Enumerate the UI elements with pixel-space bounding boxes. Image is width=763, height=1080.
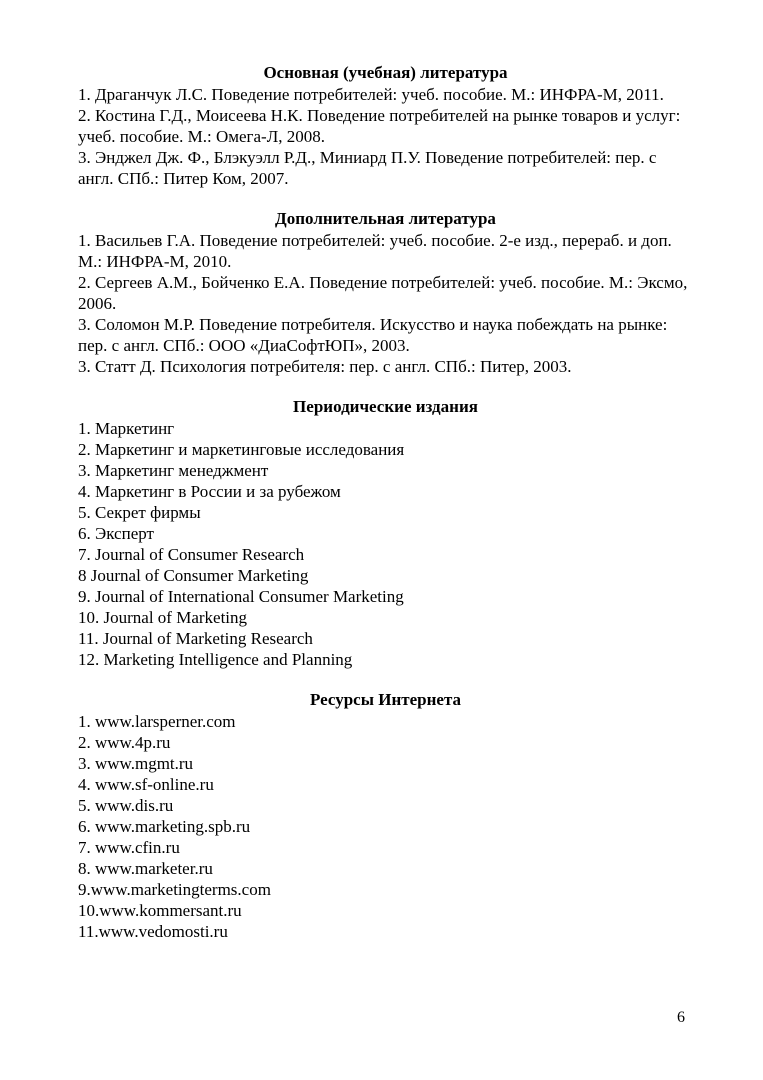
list-item: 2. Маркетинг и маркетинговые исследования bbox=[78, 440, 405, 459]
list-item: 5. Секрет фирмы bbox=[78, 503, 201, 522]
section-additional-literature bbox=[78, 208, 693, 377]
section-periodicals bbox=[78, 396, 693, 670]
list-item: 9.www.marketingterms.com bbox=[78, 880, 271, 899]
list-item: 4. www.sf-online.ru bbox=[78, 775, 214, 794]
list-item: 1. www.larsperner.com bbox=[78, 712, 236, 731]
section-main-literature bbox=[78, 62, 693, 189]
page-number: 6 bbox=[677, 1009, 685, 1026]
list-item: 2. Костина Г.Д., Моисеева Н.К. Поведение потребителей на рынке товаров и услуг: учеб. пособие. М.: Омега-Л, 2008. bbox=[78, 106, 681, 146]
list-item: 11.www.vedomosti.ru bbox=[78, 922, 228, 941]
list-item: 2. www.4p.ru bbox=[78, 733, 171, 752]
list-item: 3. Соломон М.Р. Поведение потребителя. Искусство и наука побеждать на рынке: пер. с англ. СПб.: ООО «ДиаСофтЮП», 2003. bbox=[78, 315, 668, 355]
list-item: 4. Маркетинг в России и за рубежом bbox=[78, 482, 341, 501]
list-item: 6. www.marketing.spb.ru bbox=[78, 817, 251, 836]
section-heading: Ресурсы Интернета bbox=[309, 690, 462, 709]
section-heading: Основная (учебная) литература bbox=[263, 63, 508, 82]
list-item: 3. www.mgmt.ru bbox=[78, 754, 194, 773]
list-item: 9. Journal of International Consumer Marketing bbox=[78, 587, 404, 606]
list-item: 8 Journal of Consumer Marketing bbox=[78, 566, 309, 585]
list-item: 12. Marketing Intelligence and Planning bbox=[78, 650, 353, 669]
section-heading: Дополнительная литература bbox=[275, 209, 496, 228]
list-item: 10. Journal of Marketing bbox=[78, 608, 248, 627]
list-item: 1. Маркетинг bbox=[78, 419, 175, 438]
list-item: 7. Journal of Consumer Research bbox=[78, 545, 305, 564]
list-item: 5. www.dis.ru bbox=[78, 796, 174, 815]
list-item: 10.www.kommersant.ru bbox=[78, 901, 242, 920]
list-item: 2. Сергеев А.М., Бойченко Е.А. Поведение потребителей: учеб. пособие. М.: Эксмо, 2006. bbox=[78, 273, 688, 313]
list-item: 1. Драганчук Л.С. Поведение потребителей: учеб. пособие. М.: ИНФРА-М, 2011. bbox=[78, 85, 664, 104]
list-item: 3. Статт Д. Психология потребителя: пер. с англ. СПб.: Питер, 2003. bbox=[78, 357, 572, 376]
list-item: 7. www.cfin.ru bbox=[78, 838, 180, 857]
section-heading: Периодические издания bbox=[293, 397, 478, 416]
section-internet-resources bbox=[78, 689, 693, 942]
list-item: 6. Эксперт bbox=[78, 524, 154, 543]
list-item: 8. www.marketer.ru bbox=[78, 859, 213, 878]
list-item: 3. Энджел Дж. Ф., Блэкуэлл Р.Д., Миниард П.У. Поведение потребителей: пер. с англ. СПб.: Питер Ком, 2007. bbox=[78, 148, 657, 188]
list-item: 11. Journal of Marketing Research bbox=[78, 629, 313, 648]
list-item: 3. Маркетинг менеджмент bbox=[78, 461, 269, 480]
list-item: 1. Васильев Г.А. Поведение потребителей: учеб. пособие. 2-е изд., перераб. и доп. М.: ИНФРА-М, 2010. bbox=[78, 231, 672, 271]
